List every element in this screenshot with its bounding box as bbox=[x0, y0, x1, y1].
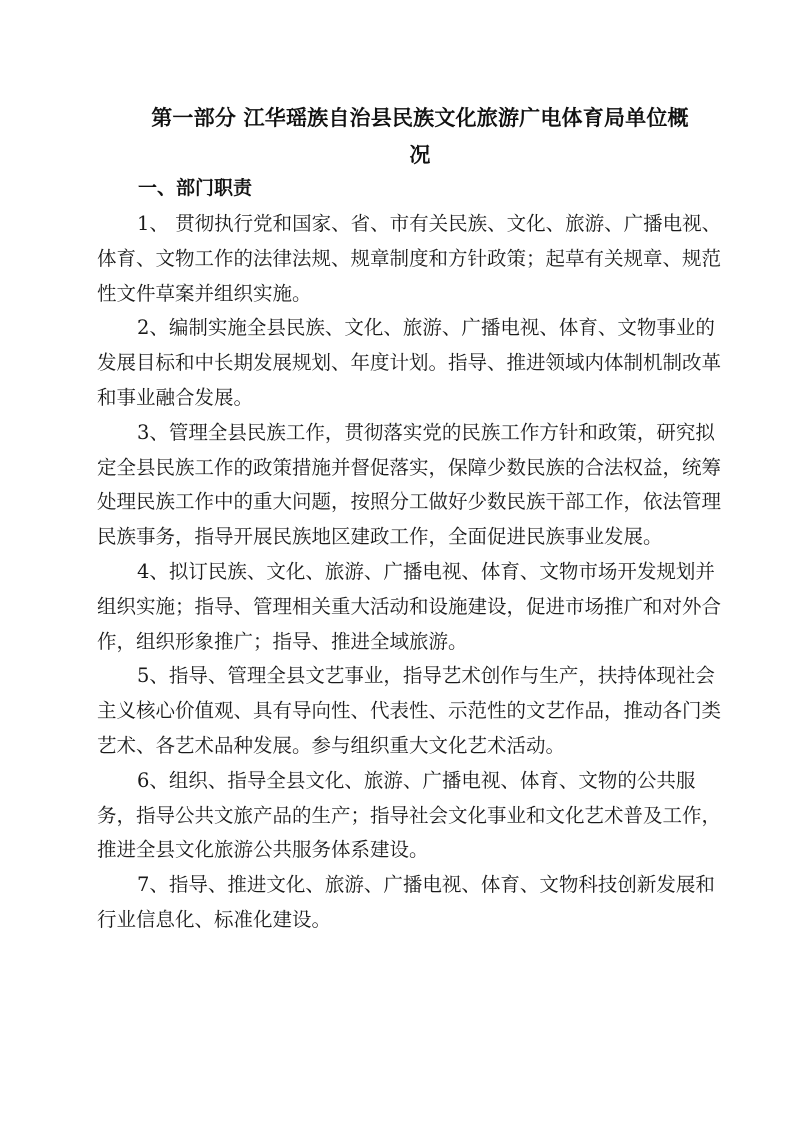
paragraph-line: 1、 贯彻执行党和国家、省、市有关民族、文化、旅游、广播电视、 bbox=[137, 212, 722, 235]
title-line: 况 bbox=[409, 143, 431, 167]
paragraph-line: 2、编制实施全县民族、文化、旅游、广播电视、体育、文物事业的 bbox=[137, 316, 715, 340]
paragraph-4 bbox=[97, 555, 722, 659]
paragraph-1 bbox=[97, 207, 722, 311]
paragraph-line: 民族事务，指导开展民族地区建政工作，全面促进民族事业发展。 bbox=[97, 525, 663, 549]
section-heading: 一、部门职责 bbox=[138, 177, 253, 199]
paragraph-line: 处理民族工作中的重大问题，按照分工做好少数民族干部工作，依法管理 bbox=[97, 490, 722, 514]
paragraph-2 bbox=[97, 311, 722, 415]
paragraph-line: 作，组织形象推广；指导、推进全域旅游。 bbox=[97, 629, 468, 653]
paragraph-line: 7、指导、推进文化、旅游、广播电视、体育、文物科技创新发展和 bbox=[137, 873, 715, 897]
title-line: 第一部分 江华瑶族自治县民族文化旅游广电体育局单位概 bbox=[151, 106, 689, 130]
paragraph-line: 发展目标和中长期发展规划、年度计划。指导、推进领域内体制机制改革 bbox=[97, 351, 722, 375]
document-title bbox=[120, 100, 720, 174]
paragraph-line: 行业信息化、标准化建设。 bbox=[97, 907, 332, 931]
paragraph-line: 主义核心价值观、具有导向性、代表性、示范性的文艺作品，推动各门类 bbox=[97, 699, 722, 723]
paragraph-line: 6、组织、指导全县文化、旅游、广播电视、体育、文物的公共服 bbox=[137, 768, 696, 792]
document-body bbox=[97, 207, 722, 938]
paragraph-3 bbox=[97, 416, 722, 555]
paragraph-line: 推进全县文化旅游公共服务体系建设。 bbox=[97, 838, 429, 862]
paragraph-line: 体育、文物工作的法律法规、规章制度和方针政策；起草有关规章、规范 bbox=[97, 246, 722, 270]
paragraph-line: 艺术、各艺术品种发展。参与组织重大文化艺术活动。 bbox=[97, 733, 566, 757]
paragraph-line: 定全县民族工作的政策措施并督促落实，保障少数民族的合法权益，统筹 bbox=[97, 455, 722, 479]
paragraph-6 bbox=[97, 764, 722, 868]
paragraph-line: 组织实施；指导、管理相关重大活动和设施建设，促进市场推广和对外合 bbox=[97, 594, 722, 618]
paragraph-line: 和事业融合发展。 bbox=[97, 385, 254, 409]
paragraph-line: 性文件草案并组织实施。 bbox=[97, 281, 312, 305]
paragraph-line: 3、管理全县民族工作，贯彻落实党的民族工作方针和政策，研究拟 bbox=[137, 420, 715, 444]
paragraph-5 bbox=[97, 659, 722, 763]
paragraph-line: 4、拟订民族、文化、旅游、广播电视、体育、文物市场开发规划并 bbox=[137, 559, 715, 583]
paragraph-7 bbox=[97, 868, 715, 938]
paragraph-line: 5、指导、管理全县文艺事业，指导艺术创作与生产，扶持体现社会 bbox=[137, 664, 715, 688]
paragraph-line: 务，指导公共文旅产品的生产；指导社会文化事业和文化艺术普及工作， bbox=[97, 803, 722, 827]
